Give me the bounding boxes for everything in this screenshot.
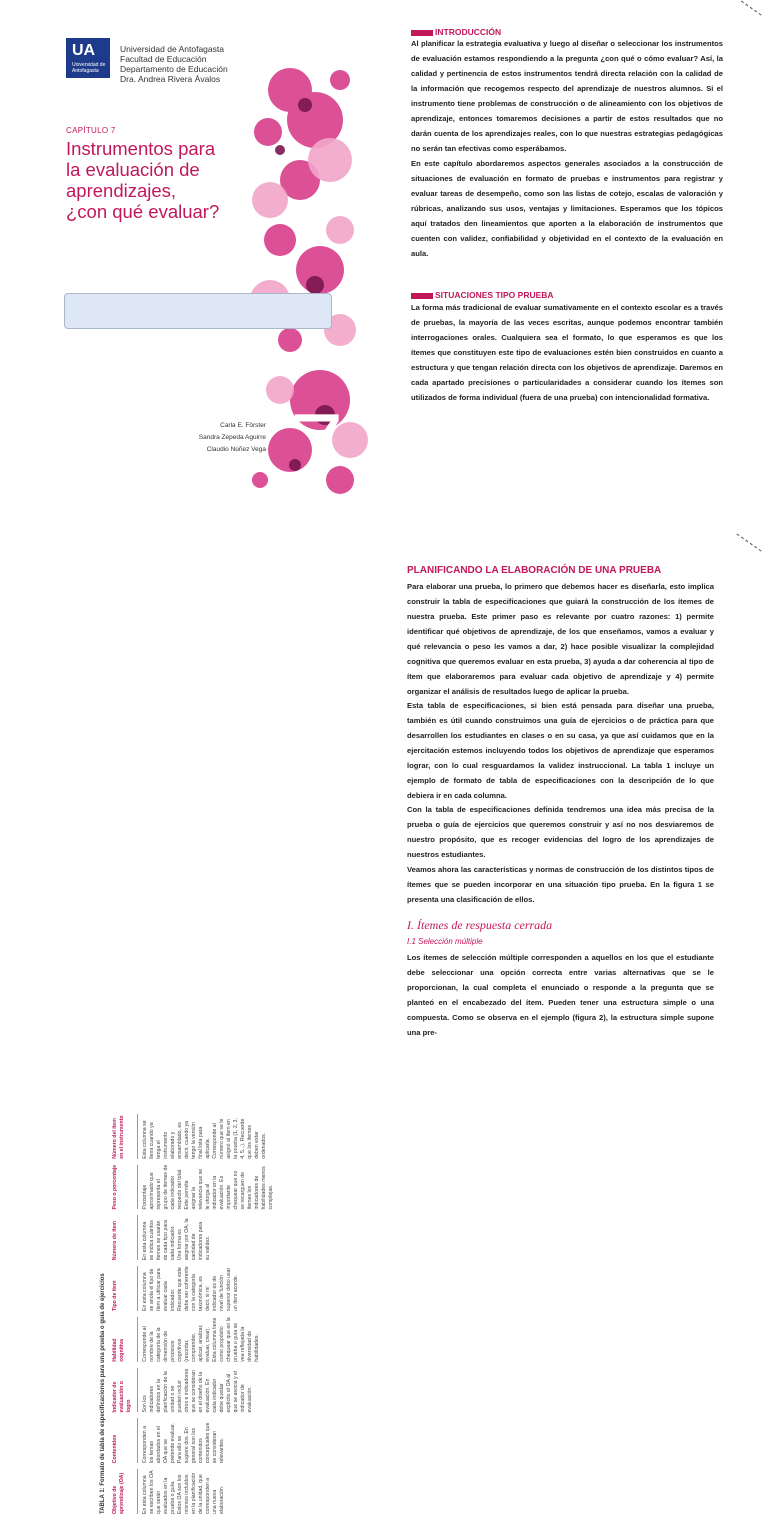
table-header: Objetivo de aprendizaje (OA) [112, 1469, 138, 1514]
table-header: Peso o porcentaje [112, 1165, 138, 1210]
chapter-title [66, 138, 306, 222]
plan-paragraph-3: Con la tabla de especificaciones definida tendremos una idea más precisa de la prueba o guía de ejercicios que queremos construir y así no nos desviaremos de nuestro propósito, que es recoger evidencias del logro de los aprendizajes de nuestros estudiantes. [407, 805, 714, 859]
table-cell: En esta columna se anota el tipo de ítem a utilizar para evaluar cada indicador. Recuerde que este debe ser coherente con la categoría taxonómica, es decir, si mi indicador es de nivel de función superior debo usar un ítem acorde. [142, 1266, 239, 1311]
author-name: Claudio Núñez Vega [206, 446, 266, 453]
fold-mark [736, 533, 761, 551]
plan-paragraph-4: Veamos ahora las características y normas de construcción de los distintos tipos de ítemes que se pueden incorporar en una situación tipo prueba. En la figura 1 se presenta una clasificación de ellos. [407, 865, 714, 904]
table-column [112, 1368, 275, 1413]
plan-paragraph-2: Esta tabla de especificaciones, si bien está pensada para diseñar una prueba, también es útil cuando construimos una guía de ejercicios o de práctica para que desarrollen los estudiantes en clases o en su casa, ya que así cuidamos que en la ejercitación estemos incluyendo todos los objetivos de aprendizaje que esperamos lograr, con lo cual resguardamos la validez instruccional. La tabla 1 incluye un ejemplo de formato de tabla de especificaciones con la descripción de lo que debiera ir en cada columna. [407, 701, 714, 800]
table-cell: En esta columna se escriben los OA que serán evaluados en la prueba o guía. Estos OA son los mismos incluidos en la planificación de la unidad, que corresponden a una nueva elaboración. [142, 1470, 225, 1514]
items-subheading: I.1 Selección múltiple [407, 937, 483, 946]
table-column [112, 1419, 275, 1464]
section-heading-planificando: PLANIFICANDO LA ELABORACIÓN DE UNA PRUEBA [407, 565, 662, 576]
chapter-title-line: Instrumentos para [66, 138, 216, 159]
table-cell: Esta columna se llena cuando ya tenga el instrumento elaborado y ensamblado, es decir, cuando ya tengo la versión final lista para aplicarla. Corresponde al número que se le asignó al ítem en la prueba (1, 2, 3, 4, 5...). Recuerde que los ítemes deben estar ordenados. [142, 1118, 267, 1159]
chapter-title-line: ¿con qué evaluar? [66, 201, 220, 222]
institution-line: Universidad de Antofagasta [120, 44, 224, 54]
rotated-table [100, 1114, 370, 1514]
table-column [112, 1469, 275, 1514]
items-paragraph: Los ítemes de selección múltiple corresponden a aquellos en los que el estudiante debe seleccionar una opción correcta entre varias alternativas que se le proporcionan, la cual completa el enunciado o responde a la pregunta que se planteó en el encabezado del ítem. Pueden tener una estructura simple o una compuesta. Como se observa en el ejemplo (figura 2), la estructura simple supone una pre- [407, 953, 714, 1037]
summary-box [64, 293, 332, 329]
university-logo [66, 38, 110, 78]
institution-line: Dra. Andrea Rivera Ávalos [120, 74, 221, 84]
spec-table [112, 1114, 275, 1514]
authors-block [199, 420, 266, 456]
fold-mark [736, 0, 761, 16]
table-cell: Porcentaje aproximado que representa el grupo de ítemes de cada indicador respecto del total. Este permite asignar la relevancia que se le otorga al indicador en la evaluación. Es importante chequear que no se recarguen de ítemes los indicadores de habilidades menos complejas. [142, 1164, 274, 1210]
table-cell: Corresponde al nombre de la categoría de la dimensión de procesos cognitivos (recordar, comprender, aplicar, analizar, evaluar, crear). Esta columna tiene como propósito chequear que en la prueba o guía se vea reflejada la diversidad de habilidades. [142, 1317, 260, 1362]
table-page [0, 512, 384, 1514]
chapter-title-line: aprendizajes, [66, 180, 177, 201]
table-header: Número de ítem [112, 1216, 138, 1261]
introduction-page [384, 0, 768, 512]
table-cell: Son los indicadores definidos en la planificación de la unidad o se pueden incluir otros e indicadores que se consideran en el diseño de la evaluación. En cada indicador debe quedar explícito el OA al que se asocia y el indicador de evaluación. [142, 1368, 253, 1413]
table-header: Contenidos [112, 1419, 138, 1464]
table-header: Tipo de ítem [112, 1266, 138, 1311]
table-column [112, 1165, 275, 1210]
heading-text: INTRODUCCIÓN [435, 27, 502, 37]
logo-subtext: Universidad de Antofagasta [72, 62, 106, 74]
plan-paragraph-1: Para elaborar una prueba, lo primero que debemos hacer es diseñarla, esto implica construir la tabla de especificaciones que guiará la construcción de los ítemes de nuestra prueba. Este primer paso es relevante por cuatro razones: 1) permite identificar qué objetivos de aprendizaje, de los que enseñamos, vamos a evaluar y qué relevancia o peso les vamos a dar, 2) hace posible visualizar la complejidad cognitiva que queremos evaluar en esta prueba, 3) ayuda a dar coherencia al tipo de ítem que elaboraremos para evaluar cada objetivo de aprendizaje y 4) permite organizar el análisis de resultados luego de aplicar la prueba. [407, 582, 714, 696]
chapter-cover-page [0, 0, 384, 512]
table-header: Indicador de evaluación o logro [112, 1368, 138, 1413]
author-name: Carla E. Förster [220, 422, 266, 429]
table-column [112, 1216, 275, 1261]
items-heading: I. Ítemes de respuesta cerrada [407, 918, 553, 932]
heading-text: SITUACIONES TIPO PRUEBA [435, 290, 554, 300]
table-cell: Corresponden a los temas abordados en el OA que se pretende evaluar. Para ello se sugiere dos. En general son los contenidos conceptuales que se consideran relevantes. [142, 1422, 225, 1464]
section-heading-situaciones [411, 290, 554, 300]
table-cell: En esta columna se indica cuántos ítemes se usarán de cada tipo para cada indicador. Una forma es asignar por OA; la cantidad de indicadores para su validez. [142, 1218, 211, 1261]
author-name: Sandra Zepeda Aguirre [198, 434, 266, 441]
chapter-number: 7 [290, 394, 344, 501]
institution-line: Facultad de Educación [120, 54, 207, 64]
situaciones-paragraph: La forma más tradicional de evaluar sumativamente en el contexto escolar es a través de pruebas, la mayoría de las veces escritas, aunque podemos encontrar también interrogaciones orales. Cualquiera sea el formato, lo que esperamos es que los ítemes que constituyen este tipo de evaluaciones estén bien construidos en cuanto a estructura y que tengan relación directa con los objetivos de aprendizaje. Daremos en cada apartado precisiones o particularidades a considerar cuando los ítemes son utilizados de forma individual (fuera de una prueba) con intencionalidad formativa. [411, 303, 723, 402]
table-caption: TABLA 1: Formato de tabla de especificaciones para una prueba o guía de ejercicios [100, 1273, 106, 1514]
heading-bar [411, 293, 433, 299]
chapter-kicker: CAPÍTULO 7 [66, 126, 116, 135]
chapter-title-line: la evaluación de [66, 159, 200, 180]
table-header: Habilidad cognitiva [112, 1317, 138, 1362]
institution-block [120, 44, 228, 84]
logo-text: UA [72, 42, 96, 59]
intro-paragraph-1: Al planificar la estrategia evaluativa y luego al diseñar o seleccionar los instrumentos de evaluación estamos respondiendo a la pregunta ¿con qué o cómo evaluar? Así, la calidad y pertinencia de estos instrumentos tendrá directa relación con la calidad de la información que recogemos respecto del aprendizaje de nuestros alumnos. Si el instrumento tiene problemas de construcción o de alineamiento con los objetivos de aprendizaje, entonces tomaremos decisiones a partir de estos resultados que no darán cuenta de los aprendizajes reales, con lo que nuestras estrategias pedagógicas no serán tan efectivas como esperábamos. [411, 39, 723, 153]
table-column [112, 1317, 275, 1362]
table-header: Número del ítem en el instrumento [112, 1114, 138, 1159]
institution-line: Departamento de Educación [120, 64, 228, 74]
table-column [112, 1114, 275, 1159]
table-column [112, 1266, 275, 1311]
intro-paragraph-2: En este capítulo abordaremos aspectos generales asociados a la construcción de situaciones de evaluación en formato de pruebas e instrumentos para registrar y evaluar tareas de desempeño, como son las listas de cotejo, escalas de valoración y rúbricas, analizando sus usos, ventajas y limitaciones. Esperamos que los tópicos aquí tratados den lineamientos que aporten a la elaboración de instrumentos que cuenten con validez, confiabilidad y objetividad en el contexto de la evaluación en aula. [411, 159, 723, 258]
heading-bar [411, 30, 433, 36]
